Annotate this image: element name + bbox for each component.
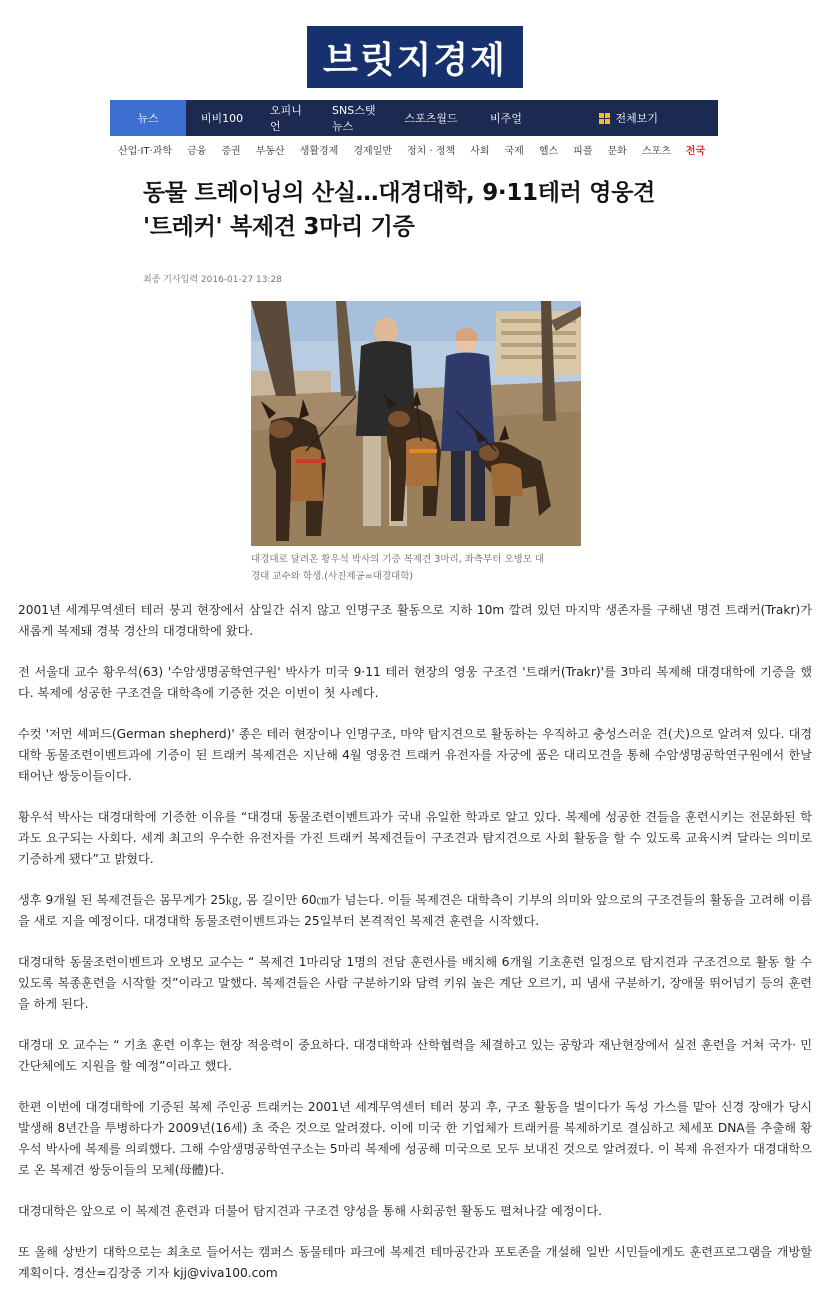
- subnav-item[interactable]: 금융: [187, 146, 207, 157]
- subnav-item[interactable]: 국제: [504, 146, 524, 157]
- article-paragraph: 황우석 박사는 대경대학에 기증한 이유를 “대경대 동물조련이벤트과가 국내 유일한 학과로 알고 있다. 복제에 성공한 견들을 훈련시키는 전문화된 학과도 요구되는 사회다. 세계 최고의 우수한 유전자를 가진 트래커 복제견들이 구조견과 탐지견으로 사회 활동을 할 수 있도록 교육시켜 달라는 의미로 기증하게 됐다”고 밝혔다.: [18, 810, 812, 866]
- photo-caption: [251, 551, 586, 585]
- all-view-button[interactable]: [599, 110, 658, 126]
- headline-line-2: '트레커' 복제견 3마리 기증: [143, 214, 415, 240]
- nav-item-sports[interactable]: 스포츠월드: [404, 112, 458, 125]
- article-paragraph: 수컷 '저먼 셰퍼드(German shepherd)' 종은 테러 현장이나 인명구조, 마약 탐지견으로 활동하는 우직하고 충성스러운 견(犬)으로 알려져 있다. 대경대학 동물조련이벤트과에 기증이 된 트래커 복제견은 지난해 4월 영웅견 트래커 유전자를 자궁에 품은 대리모견을 통해 수암생명공학연구원에서 한날 태어난 쌍둥이들이다.: [18, 727, 812, 783]
- photo-illustration: [251, 301, 581, 546]
- nav-item-news[interactable]: 뉴스: [110, 100, 186, 136]
- subnav-item[interactable]: 부동산: [255, 146, 285, 157]
- article-paragraph: 한편 이번에 대경대학에 기증된 복제 주인공 트래커는 2001년 세계무역센터 테러 붕괴 후, 구조 활동을 벌이다가 독성 가스를 맡아 신경 장애가 당시 발생해 8년간을 투병하다가 2009년(16세) 초 죽은 것으로 알려졌다. 이에 미국 한 기업체가 트래커를 복제하기로 결심하고 체세포 DNA를 추출해 황우석 박사에 복제를 의뢰했다. 그해 수암생명공학연구소는 5마리 복제에 성공해 미국으로 모두 보내진 것으로 알려졌다. 이 복제 유전자가 대경대학으로 온 복제견 쌍둥이들의 모체(母體)다.: [18, 1100, 812, 1177]
- subnav-item[interactable]: 경제일반: [353, 146, 392, 157]
- article-paragraph: 대경대 오 교수는 “ 기초 훈련 이후는 현장 적응력이 중요하다. 대경대학과 산학협력을 체결하고 있는 공항과 재난현장에서 실전 훈련을 거쳐 국가· 민간단체에도 지원을 할 예정”이라고 했다.: [18, 1038, 812, 1073]
- main-nav: [110, 100, 718, 136]
- logo-text: 브릿지경제: [323, 39, 507, 81]
- article-paragraph: 생후 9개월 된 복제견들은 몸무게가 25㎏, 몸 길이만 60㎝가 넘는다. 이들 복제견은 대학측이 기부의 의미와 앞으로의 구조견들의 활동을 고려해 이름을 새로 지을 예정이다. 대경대학 동물조련이벤트과는 25일부터 본격적인 복제견 훈련을 시작했다.: [18, 893, 812, 928]
- article-headline: [143, 176, 703, 244]
- caption-line-1: 대경대로 달려온 황우석 박사의 기증 복제견 3마리, 좌측부터 오병모 대: [251, 554, 545, 565]
- subnav-item[interactable]: 헬스: [538, 146, 559, 157]
- subnav-item[interactable]: 피플: [573, 146, 593, 157]
- subnav-item[interactable]: 정치 · 정책: [406, 146, 456, 157]
- article-paragraph: 전 서울대 교수 황우석(63) '수암생명공학연구원' 박사가 미국 9·11 테러 현장의 영웅 구조견 '트래커(Trakr)'를 3마리 복제해 대경대학에 기증을 했다. 복제에 성공한 구조견을 대학측에 기증한 것은 이번이 첫 사례다.: [18, 665, 812, 700]
- nav-item-opinion[interactable]: 오피니언: [270, 104, 302, 133]
- article-paragraph: 2001년 세계무역센터 테러 붕괴 현장에서 삼일간 쉬지 않고 인명구조 활동으로 지하 10m 깔려 있던 마지막 생존자를 구해낸 명견 트래커(Trakr)가 새롭게 복제돼 경북 경산의 대경대학에 왔다.: [18, 603, 812, 638]
- subnav-item[interactable]: 스포츠: [641, 146, 671, 157]
- caption-line-2: 경대 교수와 학생.(사진제공=대경대학): [251, 571, 414, 582]
- nav-item-sns[interactable]: SNS스탯뉴스: [332, 104, 376, 133]
- subnav-item[interactable]: 사회: [470, 146, 490, 157]
- subnav-item[interactable]: 생활경제: [299, 146, 339, 157]
- nav-item-visual[interactable]: 비주얼: [490, 112, 522, 125]
- subnav-item[interactable]: 산업·IT·과학: [118, 146, 173, 157]
- article-dateline: 최종 기사입력 2016-01-27 13:28: [143, 275, 282, 285]
- article-photo: [251, 301, 581, 546]
- article-paragraph: 또 올해 상반기 대학으로는 최초로 들어서는 캠퍼스 동물테마 파크에 복제견 테마공간과 포토존을 개설해 일반 시민들에게도 훈련프로그램을 개방할 계획이다. 경산=김장중 기자 kjj@viva100.com: [18, 1245, 812, 1280]
- all-view-label: 전체보기: [615, 112, 658, 125]
- grid-icon: [599, 113, 610, 124]
- article-paragraph: 대경대학 동물조련이벤트과 오병모 교수는 “ 복제견 1마리당 1명의 전담 훈련사를 배치해 6개월 기초훈련 일정으로 탐지견과 구조견으로 활동 할 수 있도록 복종훈련을 시작할 것”이라고 말했다. 복제견들은 사람 구분하기와 담력 키워 높은 계단 오르기, 피 냄새 구분하기, 장애물 뛰어넘기 등의 훈련을 하게 된다.: [18, 955, 812, 1011]
- subnav-item[interactable]: 증권: [221, 146, 241, 157]
- article-paragraph: 대경대학은 앞으로 이 복제견 훈련과 더불어 탐지견과 구조견 양성을 통해 사회공헌 활동도 펼쳐나갈 예정이다.: [18, 1204, 603, 1218]
- article-body: [18, 600, 812, 1304]
- headline-line-1: 동물 트레이닝의 산실…대경대학, 9·11테러 영웅견: [143, 180, 656, 206]
- site-logo[interactable]: [307, 26, 523, 88]
- sub-nav: [110, 142, 718, 158]
- subnav-item-highlight[interactable]: 전국: [685, 146, 706, 157]
- nav-item-viva100[interactable]: 비비100: [200, 112, 244, 125]
- subnav-item[interactable]: 문화: [607, 146, 627, 157]
